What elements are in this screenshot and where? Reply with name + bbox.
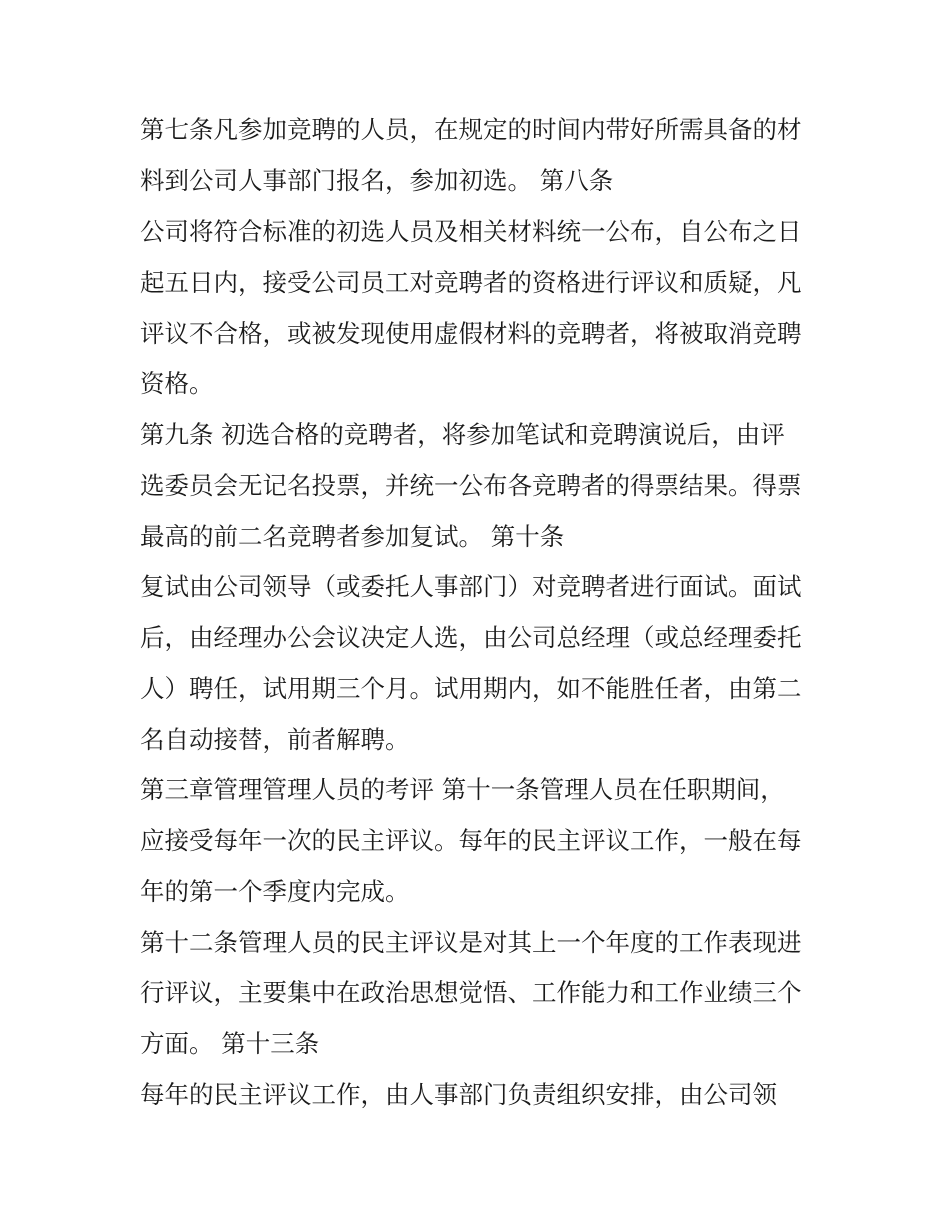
body-line: 选委员会无记名投票，并统一公布各竞聘者的得票结果。得票 — [140, 471, 802, 500]
body-line: 第三章管理管理人员的考评 第十一条管理人员在任职期间， — [140, 775, 785, 804]
body-line: 后，由经理办公会议决定人选，由公司总经理（或总经理委托 — [140, 623, 802, 652]
body-line: 名自动接替，前者解聘。 — [140, 725, 410, 754]
body-line: 第十二条管理人员的民主评议是对其上一个年度的工作表现进 — [140, 928, 802, 957]
body-line: 方面。 第十三条 — [140, 1029, 320, 1058]
body-line: 应接受每年一次的民主评议。每年的民主评议工作，一般在每 — [140, 826, 802, 855]
body-line: 年的第一个季度内完成。 — [140, 877, 410, 906]
body-line: 人）聘任，试用期三个月。试用期内，如不能胜任者，由第二 — [140, 674, 802, 703]
body-line: 料到公司人事部门报名，参加初选。 第八条 — [140, 166, 614, 195]
body-line: 第七条凡参加竞聘的人员，在规定的时间内带好所需具备的材 — [140, 115, 802, 144]
body-line: 每年的民主评议工作，由人事部门负责组织安排，由公司领 — [140, 1080, 777, 1109]
body-line: 评议不合格，或被发现使用虚假材料的竞聘者，将被取消竞聘 — [140, 319, 802, 348]
body-line: 最高的前二名竞聘者参加复试。 第十条 — [140, 522, 565, 551]
body-line: 复试由公司领导（或委托人事部门）对竞聘者进行面试。面试 — [140, 572, 802, 601]
body-line: 资格。 — [140, 369, 214, 398]
body-line: 第九条 初选合格的竞聘者，将参加笔试和竞聘演说后，由评 — [140, 420, 785, 449]
body-line: 起五日内，接受公司员工对竞聘者的资格进行评议和质疑，凡 — [140, 268, 802, 297]
body-line: 行评议，主要集中在政治思想觉悟、工作能力和工作业绩三个 — [140, 978, 802, 1007]
body-line: 公司将符合标准的初选人员及相关材料统一公布，自公布之日 — [140, 217, 802, 246]
